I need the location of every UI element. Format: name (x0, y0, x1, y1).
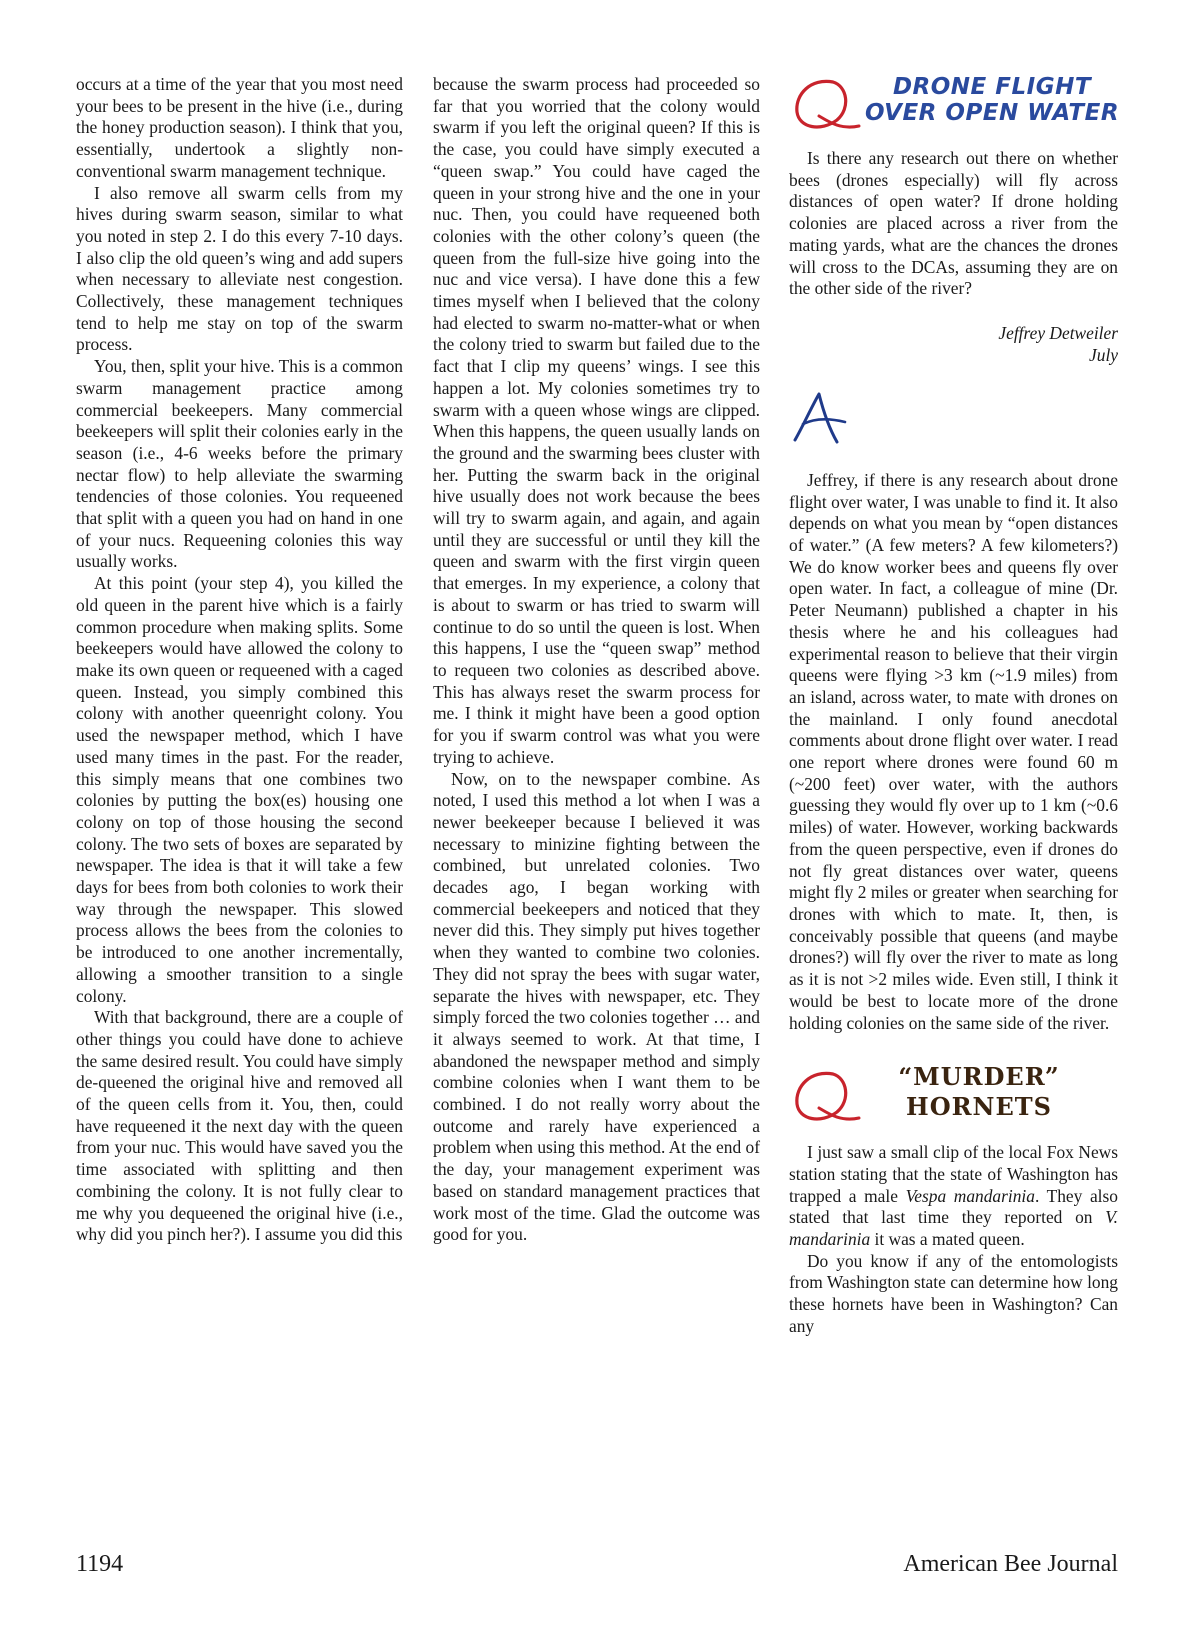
murder-hornets-title: “MURDER” HORNETS (898, 1062, 1060, 1122)
q-script-icon (789, 1066, 869, 1128)
hornet-question-text-continued: Do you know if any of the entomologists from Washington state can determine how long these hornets have been in Washington? Can any (789, 1250, 1118, 1336)
paragraph: With that background, there are a couple of other things you could have done to achieve the same desired result. You could have simply de-queened the original hive and removed all of the queen cells from it. You, then, could have requeened it the next day with the queen from your nuc. This would have saved you the time associated with splitting and then combining the colony. It is not fully clear to me why you dequeened the original hive (i.e., why did you pinch her?). I assume you did this (76, 1007, 403, 1245)
paragraph: Now, on to the newspaper combine. As noted, I used this method a lot when I was a newer beekeeper because I believed it was necessary to minizine fighting between the combined, but unrelated colonies. Two decades ago, I began working with commercial beekeepers and noticed that they never did this. They simply put hives together when they wanted to combine two colonies. They did not spray the bees with sugar water, separate the hives with newspaper, etc. They simply forced the two colonies together … and it always seemed to work. At that time, I abandoned the newspaper method and simply combine colonies when I want them to be combined. I do not really worry about the outcome and rarely have experienced a problem when using this method. At the end of the day, your management experiment was based on standard management practices that work most of the time. Glad the outcome was good for you. (433, 768, 760, 1245)
text-column-1 (76, 74, 403, 1246)
q-script-icon (789, 74, 869, 136)
question-signature (789, 322, 1118, 366)
drone-question-text: Is there any research out there on whether bees (drones especially) will fly across distances of open water? If drone holding colonies are placed across a river from the mating yards, what are the chances the drones will cross to the DCAs, assuming they are on the other side of the river? (789, 148, 1118, 299)
hornet-question-heading (789, 1062, 1118, 1128)
answer-heading (789, 388, 1118, 458)
paragraph: because the swarm process had proceeded so far that you worried that the colony would swarm if you left the original queen? If this is the case, you could have simply executed a “queen swap.” You could have caged the queen in your strong hive and the one in your nuc. Then, you could have requeened both colonies with the other colony’s queen (the queen from the full-size hive going into the nuc and vice versa). I have done this a few times myself when I believed that the colony had elected to swarm no-matter-what or when the colony tried to swarm but failed due to the fact that I clip my queens’ wings. I see this happen a lot. My colonies sometimes try to swarm with a queen whose wings are clipped. When this happens, the queen usually lands on the ground and the swarming bees cluster with her. Putting the swarm back in the original hive usually does not work because the bees will try to swarm again, and again, and again until they are successful or until they kill the queen and swarm with the first virgin queen that emerges. In my experience, a colony that is about to swarm or has tried to swarm will continue to do so until the queen is lost. When this happens, I use the “queen swap” method to requeen two colonies as described above. This has always reset the swarm process for me. I think it might have been a good option for you if swarm control was what you were trying to achieve. (433, 74, 760, 767)
signature-name: Jeffrey Detweiler (998, 322, 1118, 343)
journal-name: American Bee Journal (903, 1551, 1118, 1577)
page-number: 1194 (76, 1551, 124, 1577)
drone-answer-text: Jeffrey, if there is any research about drone flight over water, I was unable to find it. It also depends on what you mean by “open distances of water.” (A few meters? A few kilometers?) We do know worker bees and queens fly over open water. In fact, a colleague of mine (Dr. Peter Neumann) published a chapter in his thesis where he and his colleagues had experimental reason to believe that their virgin queens were flying >3 km (~1.9 miles) from an island, across water, to mate with drones on the mainland. I only found anecdotal comments about drone flight over water. I read one report where drones were found 60 m (~200 feet) over water, with the authors guessing they would fly over up to 1 km (~0.6 miles) of water. However, working backwards from the queen perspective, even if drones do not fly great distances over water, queens might fly 2 miles or greater when searching for drones with which to mate. It, then, is conceivably possible that queens (and maybe drones?) will fly over the river to mate as long as it is not >2 miles wide. Even still, I think it would be best to locate more of the drone holding colonies on the same side of the river. (789, 469, 1118, 1033)
a-script-icon (789, 388, 859, 448)
drone-question-heading (789, 74, 1118, 134)
text-column-3 (789, 74, 1118, 1338)
drone-flight-title: DRONE FLIGHT OVER OPEN WATER (864, 74, 1120, 126)
paragraph: You, then, split your hive. This is a common swarm management practice among commercial beekeepers. Many commercial beekeepers will split their colonies early in the season (i.e., 4-6 weeks before the primary nectar flow) to help alleviate the swarming tendencies of those colonies. You requeened that split with a queen you had on hand in one of your nucs. Requeening colonies this way usually works. (76, 356, 403, 572)
paragraph: I also remove all swarm cells from my hives during swarm season, similar to what you noted in step 2. I do this every 7-10 days. I also clip the old queen’s wing and add supers when necessary to alleviate nest congestion. Collectively, these management techniques tend to help me stay on top of the swarm process. (76, 182, 403, 355)
signature-month: July (1089, 344, 1118, 365)
hornet-question-text: I just saw a small clip of the local Fox News station stating that the state of Washington has trapped a male Vespa mandarinia. They also stated that last time they reported on V. mandarinia it was a mated queen. (789, 1142, 1118, 1250)
text-column-2 (433, 74, 760, 1246)
paragraph: At this point (your step 4), you killed the old queen in the parent hive which is a fairly common procedure when making splits. Some beekeepers would have allowed the colony to make its own queen or requeened with a caged queen. Instead, you simply combined this colony with another queenright colony. You used the newspaper method, which I have used many times in the past. For the reader, this simply means that one combines two colonies by putting the box(es) housing one colony on top of those housing the second colony. The two sets of boxes are separated by newspaper. The idea is that it will take a few days for bees from both colonies to work their way through the newspaper. This slowed process allows the bees from the colonies to be introduced to one another incrementally, allowing a smoother transition to a single colony. (76, 573, 403, 1006)
paragraph: occurs at a time of the year that you most need your bees to be present in the hive (i.e., during the honey production season). I think that you, essentially, undertook a slightly non-conventional swarm management technique. (76, 74, 403, 181)
